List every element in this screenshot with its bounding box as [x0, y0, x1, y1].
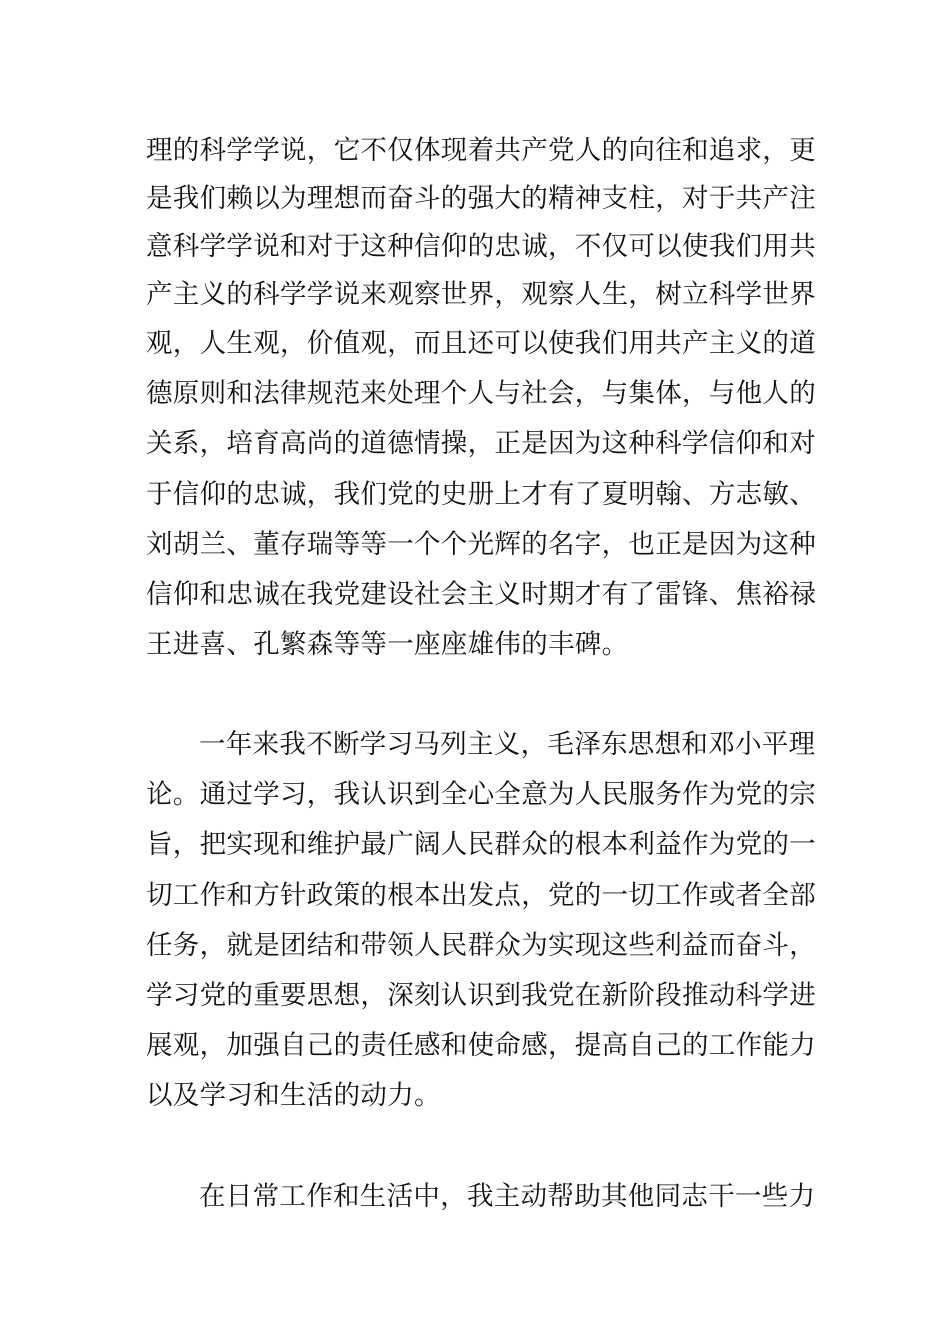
text-line: 是我们赖以为理想而奋斗的强大的精神支柱，对于共产注: [146, 183, 816, 214]
text-line: 学习党的重要思想，深刻认识到我党在新阶段推动科学进: [146, 980, 816, 1011]
text-line: 观，人生观，价值观，而且还可以使我们用共产主义的道: [146, 328, 816, 359]
text-line: 任务，就是团结和带领人民群众为实现这些利益而奋斗，: [146, 930, 816, 961]
text-line: 一年来我不断学习马列主义，毛泽东思想和邓小平理: [199, 729, 816, 760]
text-line: 展观，加强自己的责任感和使命感，提高自己的工作能力: [146, 1030, 816, 1061]
text-line: 王进喜、孔繁森等等一座座雄伟的丰碑。: [146, 629, 629, 660]
text-line: 在日常工作和生活中，我主动帮助其他同志干一些力: [199, 1181, 816, 1212]
text-line: 刘胡兰、董存瑞等等一个个光辉的名字，也正是因为这种: [146, 529, 816, 560]
text-line: 意科学学说和对于这种信仰的忠诚，不仅可以使我们用共: [146, 231, 816, 262]
text-line: 旨，把实现和维护最广阔人民群众的根本利益作为党的一: [146, 829, 816, 860]
text-line: 理的科学学说，它不仅体现着共产党人的向往和追求，更: [146, 135, 816, 166]
text-line: 关系，培育高尚的道德情操，正是因为这种科学信仰和对: [146, 428, 816, 459]
text-line: 于信仰的忠诚，我们党的史册上才有了夏明翰、方志敏、: [146, 479, 816, 510]
text-line: 以及学习和生活的动力。: [146, 1080, 441, 1111]
text-line: 论。通过学习，我认识到全心全意为人民服务作为党的宗: [146, 779, 816, 810]
text-line: 产主义的科学学说来观察世界，观察人生，树立科学世界: [146, 279, 816, 310]
text-line: 切工作和方针政策的根本出发点，党的一切工作或者全部: [146, 880, 816, 911]
text-line: 信仰和忠诚在我党建设社会主义时期才有了雷锋、焦裕禄: [146, 579, 816, 610]
text-line: 德原则和法律规范来处理个人与社会，与集体，与他人的: [146, 378, 816, 409]
